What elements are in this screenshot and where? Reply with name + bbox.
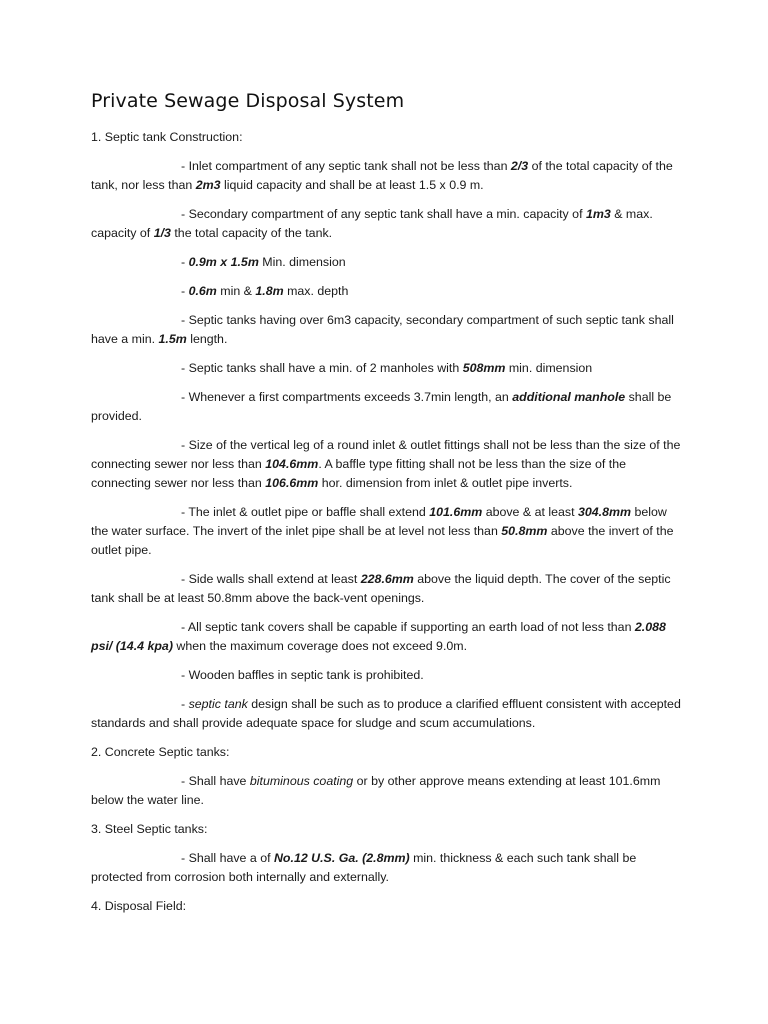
text-run: - [181, 697, 189, 711]
text-run: - Size of the vertical leg of a round inlet & outlet fittings shall not be less than the size of the connecting sewer nor less than [91, 438, 681, 471]
text-run: - [181, 284, 189, 298]
text-run: - Shall have a of [181, 851, 274, 865]
text-run: - Wooden baffles in septic tank is prohibited. [181, 668, 424, 682]
list-item [91, 503, 681, 560]
text-run: hor. dimension from inlet & outlet pipe inverts. [318, 476, 573, 490]
list-item [91, 695, 681, 733]
text-run: liquid capacity and shall be at least 1.5 x 0.9 m. [220, 178, 484, 192]
emphasis-text: 1.5m [158, 332, 187, 346]
list-item [91, 311, 681, 349]
list-item [91, 388, 681, 426]
list-item [91, 157, 681, 195]
text-run: design shall be such as to produce a clarified effluent consistent with accepted standards and shall provide adequate space for sludge and scum accumulations. [91, 697, 681, 730]
emphasis-text: 1/3 [153, 226, 171, 240]
emphasis-text: septic tank [188, 697, 248, 711]
emphasis-text: 228.6mm [360, 572, 414, 586]
emphasis-text: 1m3 [585, 207, 611, 221]
list-item [91, 570, 681, 608]
list-item [91, 436, 681, 493]
emphasis-text: 2m3 [195, 178, 221, 192]
text-run: max. depth [283, 284, 349, 298]
section-heading: 4. Disposal Field: [91, 899, 187, 913]
emphasis-text: No.12 U.S. Ga. (2.8mm) [273, 851, 410, 865]
list-item [91, 253, 681, 272]
text-run: above & at least [482, 505, 578, 519]
text-run: or by other approve means extending at least 101.6mm below the water line. [91, 774, 661, 807]
section-heading: 1. Septic tank Construction: [91, 130, 243, 144]
list-item [91, 849, 681, 887]
text-run: of the total capacity of the tank, nor less than [91, 159, 673, 192]
text-run: & max. capacity of [91, 207, 653, 240]
text-run: . A baffle type fitting shall not be less than the size of the connecting sewer nor less than [91, 457, 626, 490]
section-heading: 2. Concrete Septic tanks: [91, 745, 230, 759]
text-run: - Septic tanks shall have a min. of 2 manholes with [181, 361, 463, 375]
text-run: min. dimension [505, 361, 593, 375]
text-run: - All septic tank covers shall be capable if supporting an earth load of not less than [181, 620, 635, 634]
text-run: min. thickness & each such tank shall be protected from corrosion both internally and externally. [91, 851, 637, 884]
text-run: - Inlet compartment of any septic tank shall not be less than [181, 159, 511, 173]
text-run: shall be provided. [91, 390, 672, 423]
emphasis-text: bituminous coating [249, 774, 354, 788]
text-run: below the water surface. The invert of the inlet pipe shall be at level not less than [91, 505, 667, 538]
emphasis-text: 50.8mm [501, 524, 548, 538]
text-run: - Secondary compartment of any septic tank shall have a min. capacity of [181, 207, 586, 221]
text-run: length. [186, 332, 228, 346]
document-body [91, 128, 681, 926]
emphasis-text: 1.8m [255, 284, 284, 298]
list-item [91, 282, 681, 301]
section-heading: 3. Steel Septic tanks: [91, 822, 208, 836]
list-item [91, 359, 681, 378]
emphasis-text: additional manhole [512, 390, 626, 404]
text-run: - Whenever a first compartments exceeds 3.7min length, an [181, 390, 513, 404]
emphasis-text: 0.6m [188, 284, 217, 298]
text-run: - The inlet & outlet pipe or baffle shall extend [181, 505, 430, 519]
emphasis-text: 104.6mm [265, 457, 319, 471]
text-run: the total capacity of the tank. [170, 226, 333, 240]
page-title: Private Sewage Disposal System [91, 90, 405, 112]
emphasis-text: 2.088 psi/ (14.4 kpa) [91, 620, 666, 653]
emphasis-text: 106.6mm [265, 476, 319, 490]
emphasis-text: 2/3 [510, 159, 529, 173]
list-item [91, 666, 681, 685]
emphasis-text: 304.8mm [578, 505, 632, 519]
emphasis-text: 508mm [462, 361, 506, 375]
list-item [91, 772, 681, 810]
emphasis-text: 0.9m x 1.5m [188, 255, 259, 269]
text-run: above the liquid depth. The cover of the septic tank shall be at least 50.8mm above the back-vent openings. [91, 572, 671, 605]
list-item [91, 618, 681, 656]
text-run: - [181, 255, 189, 269]
text-run: - Septic tanks having over 6m3 capacity, secondary compartment of such septic tank shall have a min. [91, 313, 674, 346]
text-run: above the invert of the outlet pipe. [91, 524, 674, 557]
text-run: when the maximum coverage does not exceed 9.0m. [172, 639, 468, 653]
list-item [91, 205, 681, 243]
text-run: Min. dimension [258, 255, 346, 269]
text-run: - Side walls shall extend at least [181, 572, 361, 586]
text-run: min & [216, 284, 256, 298]
text-run: - Shall have [181, 774, 250, 788]
emphasis-text: 101.6mm [429, 505, 483, 519]
